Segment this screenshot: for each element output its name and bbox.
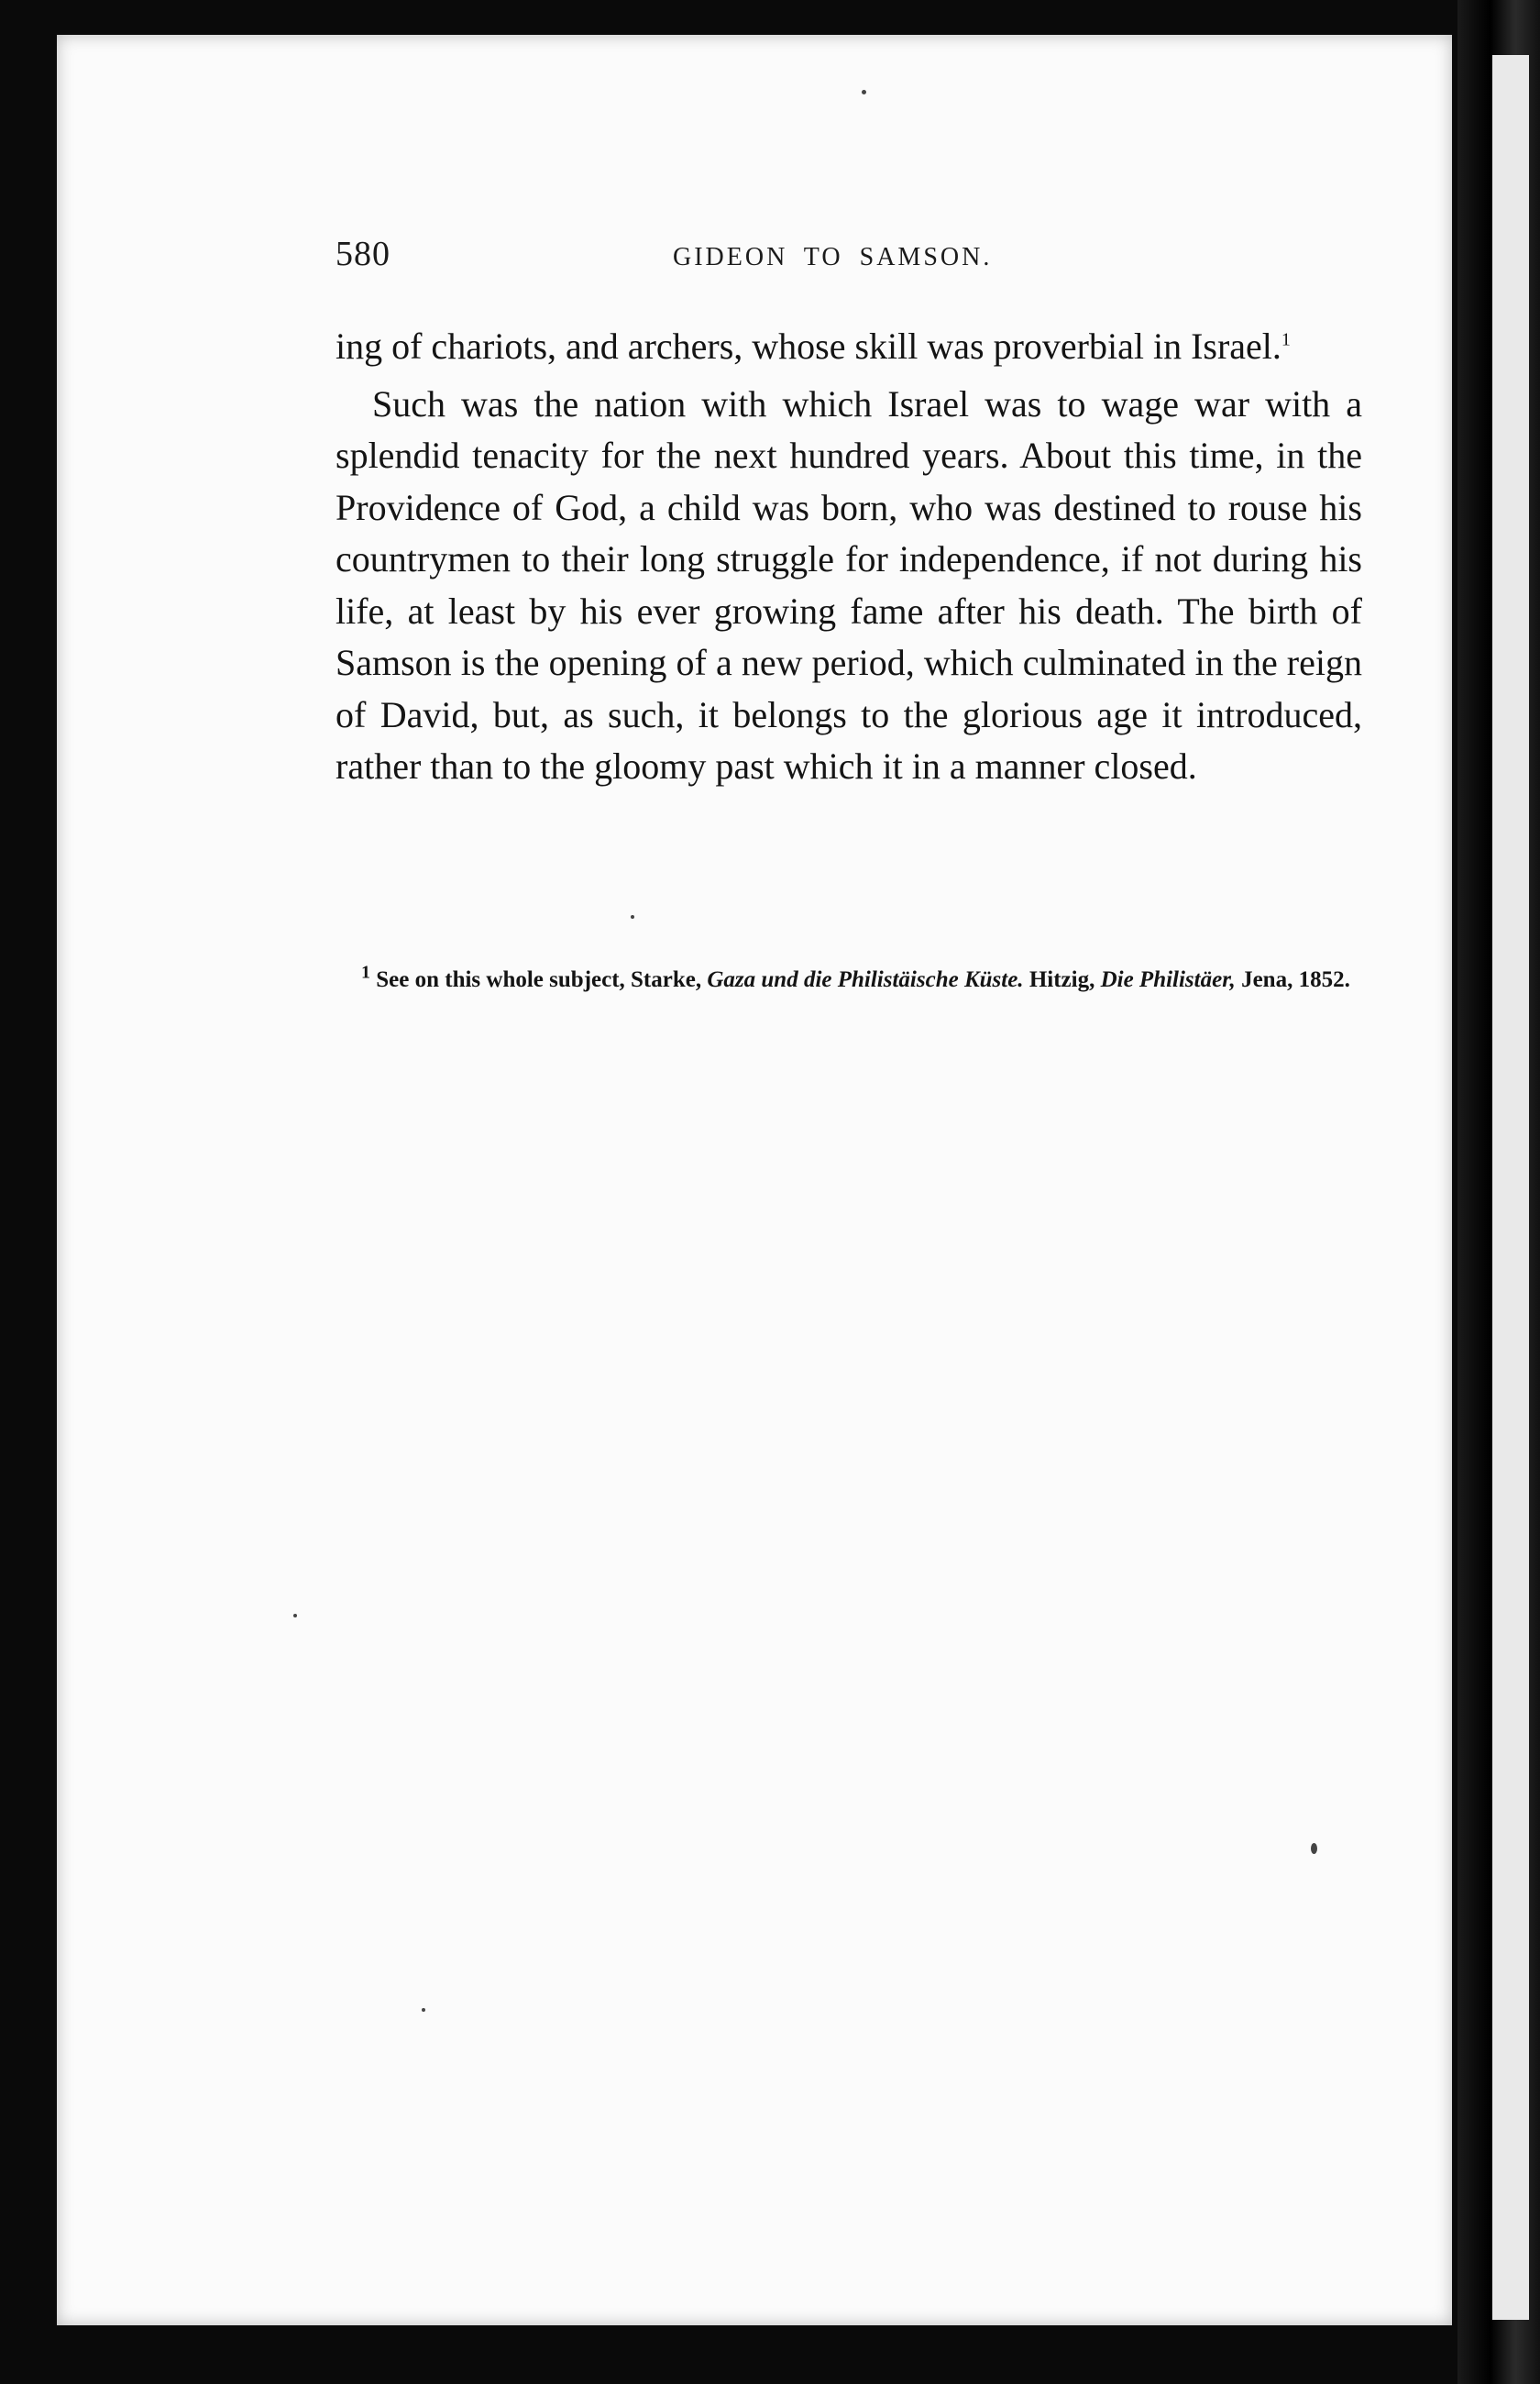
footnote-title-1: Gaza und die Philistäische Küste. [707, 967, 1024, 992]
footnote-tail: Jena, 1852. [1235, 967, 1350, 992]
paragraph-2: Such was the nation with which Israel was to wage war with a splendid tenacity for the next hundred years. About this time, in the Providence of God, a child was born, who was destined to rouse his countrymen to their long struggle for independence, if not during his life, at least by his ever growing fame after his death. The birth of Samson is the opening of a new period, which culminated in the reign of David, but, as such, it belongs to the glorious age it introduced, rather than to the gloomy past which it in a manner closed. [336, 382, 1362, 787]
footnote-title-2: Die Philistäer, [1100, 967, 1236, 992]
scan-speck [631, 915, 634, 919]
footnote-marker: 1 [361, 962, 370, 983]
paragraph-1 [336, 321, 1362, 373]
scan-speck [422, 2008, 425, 2012]
footnote-mid: Hitzig, [1023, 967, 1101, 992]
body-text [336, 321, 1362, 793]
adjacent-page-edge [1492, 55, 1529, 2320]
footnote-lead: See on this whole subject, Starke, [370, 967, 708, 992]
page-header [336, 234, 1362, 280]
footnote-reference: 1 [1281, 329, 1291, 350]
page-number: 580 [336, 235, 390, 273]
footnote [336, 963, 1362, 998]
scan-speck [293, 1614, 297, 1617]
scan-speck [1311, 1843, 1317, 1854]
scan-speck [862, 90, 866, 94]
running-head: GIDEON TO SAMSON. [673, 243, 993, 271]
paragraph-1-text: ing of chariots, and archers, whose skill was proverbial in Israel. [336, 326, 1282, 367]
